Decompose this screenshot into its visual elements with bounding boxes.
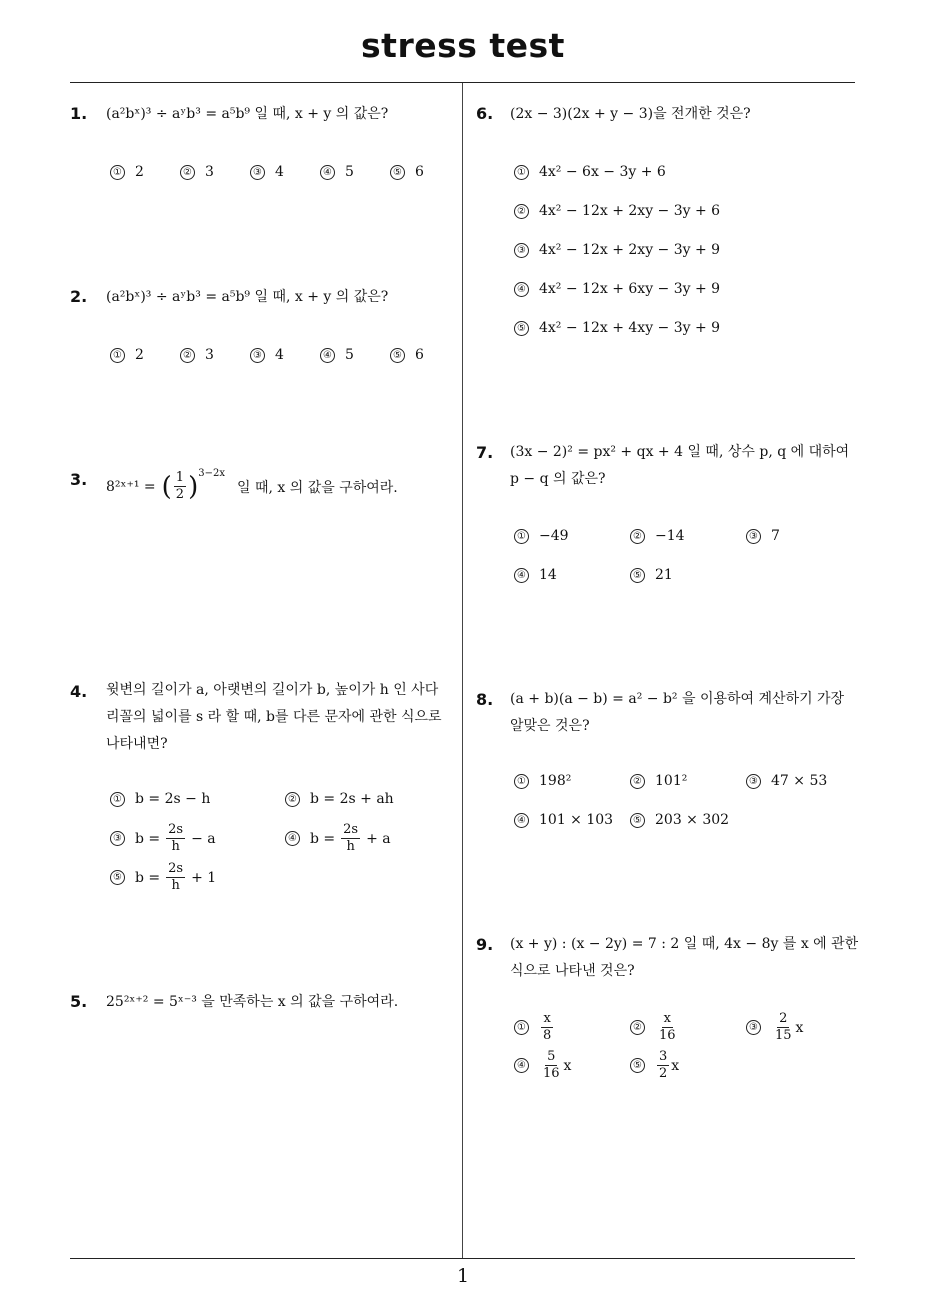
option-lhs: b = [135,830,161,847]
option-3[interactable] [746,773,827,789]
question-stem-line: 나타내면? [106,736,168,752]
question-stem [106,470,398,503]
option-text: 4x² − 12x + 2xy − 3y + 6 [539,203,721,219]
question-number: 9. [476,935,494,954]
option-text: 3 [205,164,214,180]
option-text: 4x² − 12x + 2xy − 3y + 9 [539,242,721,258]
option-text: 4x² − 12x + 6xy − 3y + 9 [539,281,721,297]
page-number: 1 [456,1265,470,1287]
fraction [541,1011,553,1044]
frac-den: 16 [659,1028,676,1043]
option-text: 5 [345,347,354,363]
option-text: 198² [539,773,572,789]
option-5[interactable] [630,1049,679,1082]
marker: ④ [285,831,300,846]
option-3[interactable] [746,1011,803,1044]
option-5[interactable] [514,320,720,336]
frac-den: h [171,839,180,854]
option-2[interactable] [630,1011,680,1044]
paren-open: ( [161,471,172,502]
column-divider [462,83,463,1259]
marker: ⑤ [110,870,125,885]
option-tail: + a [366,830,391,847]
option-2[interactable] [180,164,214,180]
option-tail: − a [191,830,216,847]
fraction [341,822,360,855]
marker: ③ [250,348,265,363]
marker: ③ [746,1020,761,1035]
option-text: 4 [275,164,284,180]
marker: ④ [320,348,335,363]
frac-num: x [663,1011,671,1026]
option-text: 6 [415,164,424,180]
fraction [657,1049,669,1082]
marker: ③ [250,165,265,180]
marker: ③ [110,831,125,846]
option-4[interactable] [285,822,391,855]
marker: ② [630,1020,645,1035]
marker: ⑤ [514,321,529,336]
option-3[interactable] [250,347,284,363]
marker: ② [180,348,195,363]
question-stem-line: (a + b)(a − b) = a² − b² 을 이용하여 계산하기 가장 [510,691,845,707]
option-3[interactable] [110,822,216,855]
fraction [166,861,185,894]
frac-num: 2s [168,861,184,876]
marker: ⑤ [630,1058,645,1073]
marker: ④ [320,165,335,180]
option-4[interactable] [514,281,720,297]
option-1[interactable] [110,347,144,363]
marker: ① [514,774,529,789]
option-text: 4 [275,347,284,363]
marker: ③ [514,243,529,258]
frac-den: 2 [659,1066,668,1081]
option-3[interactable] [250,164,284,180]
question-number: 6. [476,104,494,123]
paren-close: ) [188,471,199,502]
marker: ② [630,774,645,789]
option-text: 203 × 302 [655,812,730,828]
option-2[interactable] [630,773,687,789]
bottom-rule [70,1258,855,1259]
question-stem-line: 알맞은 것은? [510,718,590,734]
question-stem: 25²ˣ⁺² = 5ˣ⁻³ 을 만족하는 x 의 값을 구하여라. [106,994,399,1010]
marker: ② [630,529,645,544]
option-5[interactable] [630,812,729,828]
option-text: 2 [135,347,144,363]
question-stem-line: (3x − 2)² = px² + qx + 4 일 때, 상수 p, q 에 대하여 [510,444,850,460]
marker: ④ [514,1058,529,1073]
option-text: 7 [771,528,780,544]
option-text: b = 2s + ah [310,791,394,807]
stem-tail: 일 때, x 의 값을 구하여라. [236,479,398,496]
option-text: 4x² − 6x − 3y + 6 [539,164,666,180]
option-5[interactable] [390,164,424,180]
marker: ① [110,792,125,807]
option-text: 47 × 53 [771,773,828,789]
fraction [541,1049,562,1082]
question-stem-line: (x + y) : (x − 2y) = 7 : 2 일 때, 4x − 8y 를 x 에 관한 [510,936,859,952]
option-text: 5 [345,164,354,180]
question-stem-line: p − q 의 값은? [510,471,606,487]
question-number: 8. [476,690,494,709]
frac-den: 15 [775,1028,792,1043]
option-3[interactable] [746,528,780,544]
marker: ⑤ [630,813,645,828]
question-stem: (a²bˣ)³ ÷ aʸb³ = a⁵b⁹ 일 때, x + y 의 값은? [106,106,389,122]
option-lhs: b = [135,869,161,886]
frac-den: 8 [543,1028,552,1043]
option-tail: x [795,1019,804,1036]
option-4[interactable] [320,347,354,363]
question-number: 1. [70,104,88,123]
option-text: 101 × 103 [539,812,614,828]
option-text: 2 [135,164,144,180]
option-1[interactable] [514,528,569,544]
option-2[interactable] [180,347,214,363]
option-5[interactable] [110,861,216,894]
option-text: −14 [655,528,685,544]
marker: ④ [514,282,529,297]
marker: ③ [746,529,761,544]
fraction [166,822,185,855]
option-text: 101² [655,773,688,789]
option-1[interactable] [514,773,571,789]
frac-num: 1 [175,470,185,485]
marker: ⑤ [390,348,405,363]
question-stem: (a²bˣ)³ ÷ aʸb³ = a⁵b⁹ 일 때, x + y 의 값은? [106,289,389,305]
option-3[interactable] [514,242,720,258]
option-5[interactable] [630,567,673,583]
question-number: 5. [70,992,88,1011]
frac-den: 2 [175,487,185,502]
option-text: 3 [205,347,214,363]
question-number: 4. [70,682,88,701]
option-2[interactable] [514,203,720,219]
marker: ② [180,165,195,180]
option-1[interactable] [110,791,210,807]
option-4[interactable] [514,812,613,828]
marker: ① [514,529,529,544]
question-stem-line: 리꼴의 넓이를 s 라 할 때, b를 다른 문자에 관한 식으로 [106,709,442,725]
question-number: 2. [70,287,88,306]
marker: ④ [514,568,529,583]
option-text: 14 [539,567,557,583]
option-5[interactable] [390,347,424,363]
marker: ⑤ [630,568,645,583]
option-tail: x [671,1057,680,1074]
frac-num: 2s [343,822,359,837]
option-text: 4x² − 12x + 4xy − 3y + 9 [539,320,721,336]
frac-den: h [346,839,355,854]
question-stem-line: 윗변의 길이가 a, 아랫변의 길이가 b, 높이가 h 인 사다 [106,682,439,698]
option-2[interactable] [285,791,394,807]
marker: ② [285,792,300,807]
frac-den: h [171,878,180,893]
fraction [657,1011,678,1044]
frac-num: 2s [168,822,184,837]
option-lhs: b = [310,830,336,847]
document-title: stress test [361,26,565,65]
marker: ② [514,204,529,219]
frac-num: 3 [659,1049,668,1064]
option-1[interactable] [514,1011,555,1044]
marker: ① [514,165,529,180]
question-stem-line: 식으로 나타낸 것은? [510,963,635,979]
stem-exponent: 3−2x [198,468,225,479]
option-text: −49 [539,528,569,544]
frac-num: x [543,1011,551,1026]
fraction [174,470,186,503]
option-text: 6 [415,347,424,363]
option-4[interactable] [320,164,354,180]
option-text: b = 2s − h [135,791,211,807]
question-stem: (2x − 3)(2x + y − 3)을 전개한 것은? [510,106,751,122]
question-number: 7. [476,443,494,462]
marker: ⑤ [390,165,405,180]
fraction [773,1011,794,1044]
option-1[interactable] [110,164,144,180]
option-tail: x [563,1057,572,1074]
marker: ① [110,348,125,363]
marker: ④ [514,813,529,828]
marker: ③ [746,774,761,789]
option-tail: + 1 [191,869,217,886]
option-4[interactable] [514,567,557,583]
question-number: 3. [70,470,88,489]
option-2[interactable] [630,528,685,544]
stem-lhs: 8²ˣ⁺¹ = [106,478,156,495]
frac-num: 5 [547,1049,556,1064]
frac-num: 2 [779,1011,788,1026]
option-text: 21 [655,567,673,583]
frac-den: 16 [543,1066,560,1081]
marker: ① [514,1020,529,1035]
option-4[interactable] [514,1049,571,1082]
option-1[interactable] [514,164,666,180]
marker: ① [110,165,125,180]
